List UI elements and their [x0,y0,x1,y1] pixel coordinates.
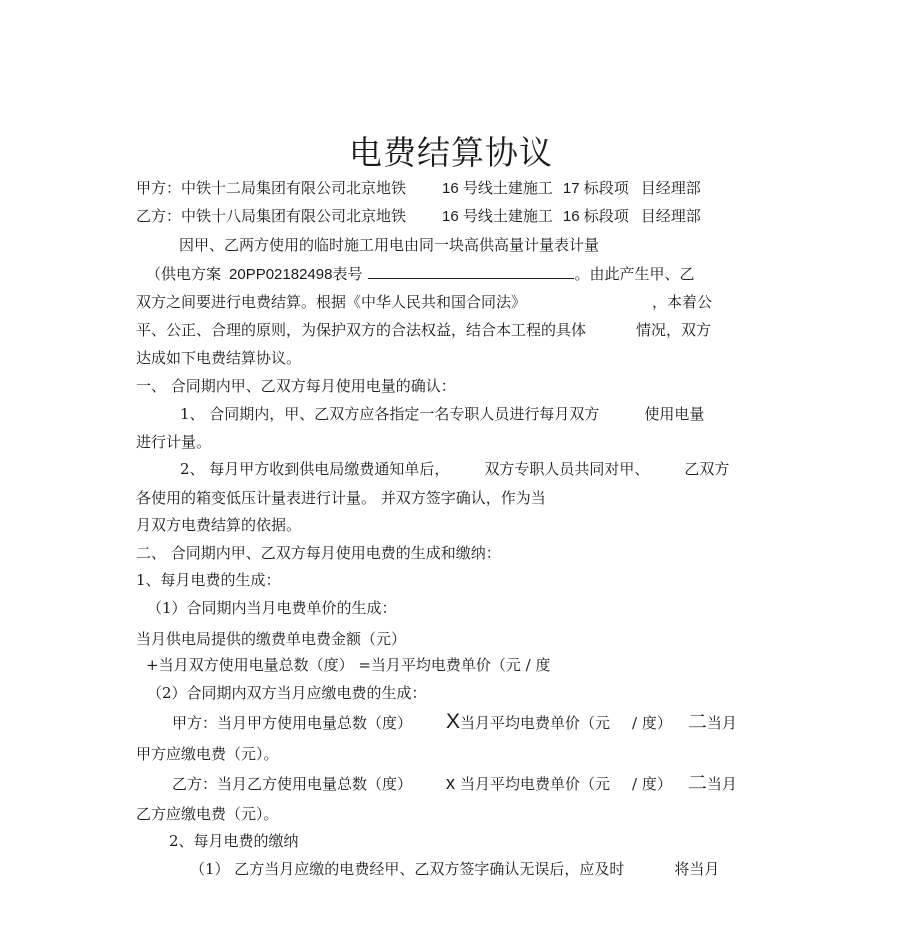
party-a-line-no: 16 号线土建施工 [442,180,553,197]
section-2-heading: 二、 合同期内甲、乙双方每月使用电费的生成和缴纳： [136,544,501,562]
supply-plan-code: 20PP02182498 [229,266,333,283]
party-b-section: 16 标段项 [562,208,629,225]
sec1-item2-cont2: 月双方电费结算的依据。 [136,516,302,534]
q1-a: （1） 乙方当月应缴的电费经甲、乙双方签字确认无误后，应及时 [190,860,625,878]
intro-l2-b: 表号 [332,265,363,283]
party-b-line-no: 16 号线土建施工 [442,208,553,225]
multiply-sign: X [446,710,461,733]
sec2-sub2-item1 [190,859,719,879]
party-b-prefix: 乙方：中铁十八局集团有限公司北京地铁 [136,207,407,225]
fb-d: 当月 [706,775,737,793]
intro-line-1: 因甲、乙两方使用的临时施工用电由同一块高供高量计量表计量 [179,236,600,254]
intro-line-5: 达成如下电费结算协议。 [136,349,302,367]
sec2-para2: （2）合同期内双方当月应缴电费的生成： [147,684,427,702]
formula-party-b [172,773,737,794]
multiply-sign: x [446,773,456,793]
sec1-item1-line [180,404,704,424]
intro-l4-a: 平、公正、合理的原则，为保护双方的合法权益，结合本工程的具体 [136,321,587,339]
intro-line-2 [146,263,694,285]
equals-sign: 二 [687,711,707,733]
sec1-item2-a: 2、 每月甲方收到供电局缴费通知单后， [180,460,450,478]
party-a-tail: 目经理部 [640,179,701,197]
meter-number-blank [368,263,574,279]
party-b-line [136,206,701,227]
formula-party-b-cont: 乙方应缴电费（元）。 [136,805,279,823]
section-1-heading: 一、 合同期内甲、乙双方每月使用电量的确认： [136,377,456,395]
fb-b: 当月平均电费单价（元 [460,775,611,793]
intro-l3-a: 双方之间要进行电费结算。根据《中华人民共和国合同法》 [136,293,527,311]
intro-line-4 [136,320,711,340]
sec1-item1-cont: 进行计量。 [136,433,212,451]
sec1-item1-b: 使用电量 [644,405,705,423]
sec1-item2-c: 乙双方 [684,460,730,478]
sec2-sub2: 2、每月电费的缴纳 [169,832,299,850]
sec1-item2-line [180,459,729,479]
party-b-tail: 目经理部 [640,207,701,225]
document-title: 电费结算协议 [349,133,553,172]
party-a-section: 17 标段项 [562,180,629,197]
q1-b: 将当月 [674,860,720,878]
intro-l4-b: 情况，双方 [636,321,712,339]
party-a-line [136,178,701,199]
fa-b: 当月平均电费单价（元 [460,714,611,732]
fa-a: 甲方：当月甲方使用电量总数（度） [172,714,413,732]
equals-sign: 二 [687,772,707,794]
sec2-sub1: 1、每月电费的生成： [136,571,281,589]
fa-c: / 度） [632,714,672,732]
formula-1-a: 当月供电局提供的缴费单电费金额（元） [136,630,407,648]
party-a-prefix: 甲方：中铁十二局集团有限公司北京地铁 [136,179,407,197]
formula-1-b: +当月双方使用电量总数（度） =当月平均电费单价（元 / 度 [146,656,551,674]
intro-l2-c: 。由此产生甲、乙 [574,265,695,283]
fb-a: 乙方：当月乙方使用电量总数（度） [172,775,413,793]
fa-d: 当月 [706,714,737,732]
intro-l3-b: ，本着公 [652,293,713,311]
sec1-item2-b: 双方专职人员共同对甲、 [484,460,650,478]
sec2-para1: （1）合同期内当月电费单价的生成： [147,599,397,617]
intro-line-3 [136,292,712,312]
sec1-item2-cont: 各使用的箱变低压计量表进行计量。 并双方签字确认，作为当 [136,489,546,507]
intro-l2-a: （供电方案 [146,265,222,283]
sec1-item1-a: 1、 合同期内，甲、乙双方应各指定一名专职人员进行每月双方 [180,405,600,423]
formula-party-a [172,712,737,733]
fb-c: / 度） [632,775,672,793]
formula-party-a-cont: 甲方应缴电费（元）。 [136,745,279,763]
